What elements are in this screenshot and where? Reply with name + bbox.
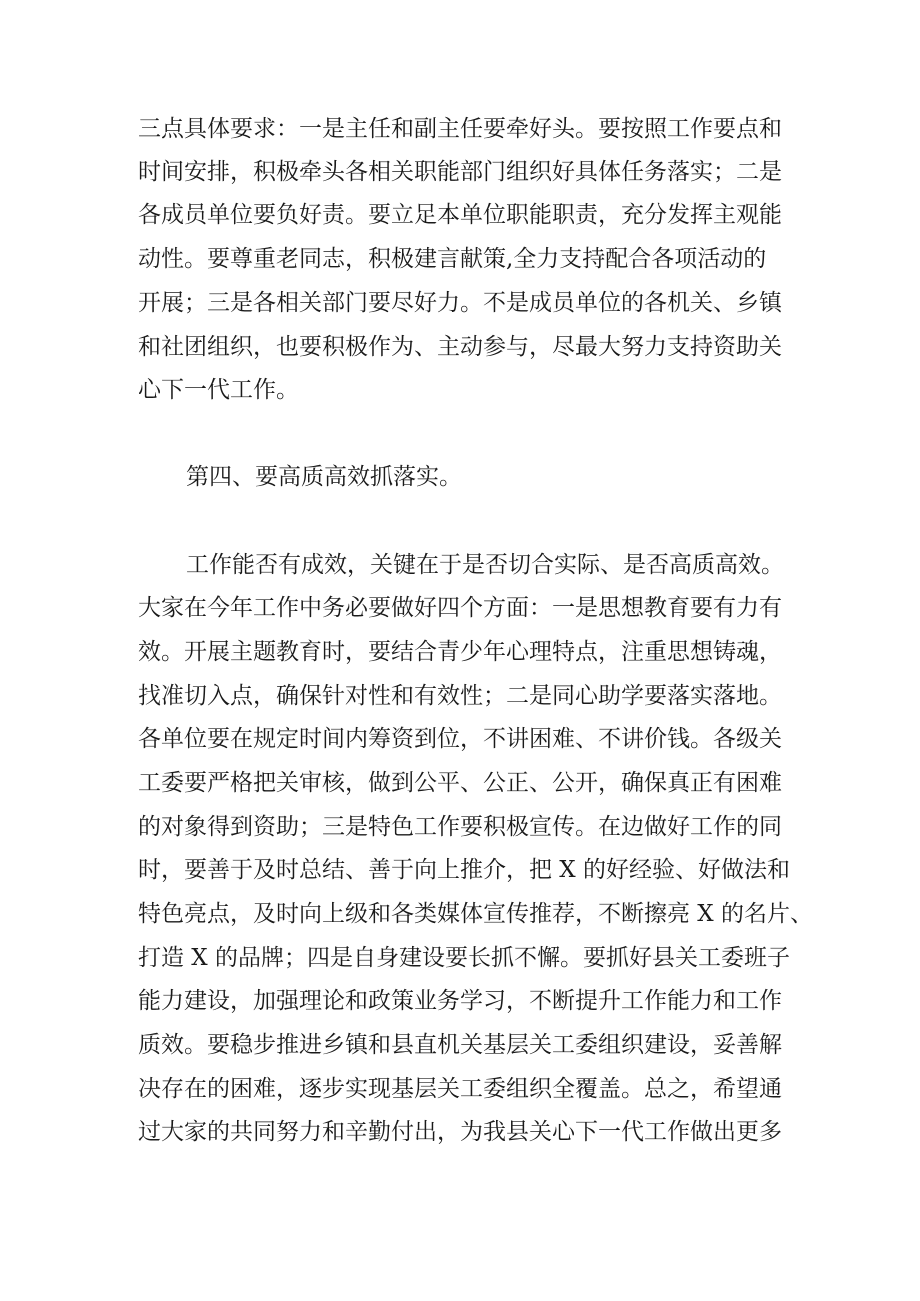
paragraph-1-line-3: 各成员单位要负好责。要立足本单位职能职责，充分发挥主观能	[138, 202, 782, 228]
paragraph-2-line-8: 时，要善于及时总结、善于向上推介，把 X 的好经验、好做法和	[138, 857, 790, 883]
paragraph-1-line-5: 开展；三是各相关部门要尽好力。不是成员单位的各机关、乡镇	[138, 290, 782, 316]
section-heading: 第四、要高质高效抓落实。	[186, 464, 462, 490]
paragraph-1-line-2: 时间安排，积极牵头各相关职能部门组织好具体任务落实；二是	[138, 159, 782, 185]
paragraph-2-line-12: 质效。要稳步推进乡镇和县直机关基层关工委组织建设，妥善解	[138, 1032, 782, 1058]
paragraph-2-line-14: 过大家的共同努力和辛勤付出，为我县关心下一代工作做出更多	[138, 1119, 782, 1145]
paragraph-1-line-7: 心下一代工作。	[138, 377, 299, 403]
paragraph-2-line-9: 特色亮点，及时向上级和各类媒体宣传推荐，不断擦亮 X 的名片、	[138, 901, 813, 927]
paragraph-2-line-5: 各单位要在规定时间内筹资到位，不讲困难、不讲价钱。各级关	[138, 726, 782, 752]
paragraph-2-line-6: 工委要严格把关审核，做到公平、公正、公开，确保真正有困难	[138, 770, 782, 796]
paragraph-2-line-7: 的对象得到资助；三是特色工作要积极宣传。在边做好工作的同	[138, 814, 782, 840]
paragraph-1-line-4: 动性。要尊重老同志，积极建言献策,全力支持配合各项活动的	[138, 246, 767, 272]
paragraph-2-line-2: 大家在今年工作中务必要做好四个方面：一是思想教育要有力有	[138, 595, 782, 621]
paragraph-2-line-11: 能力建设，加强理论和政策业务学习，不断提升工作能力和工作	[138, 988, 782, 1014]
paragraph-2-line-13: 决存在的困难，逐步实现基层关工委组织全覆盖。总之，希望通	[138, 1076, 782, 1102]
paragraph-1-line-6: 和社团组织，也要积极作为、主动参与，尽最大努力支持资助关	[138, 334, 782, 360]
paragraph-2-line-4: 找准切入点，确保针对性和有效性；二是同心助学要落实落地。	[138, 683, 782, 709]
paragraph-1-line-1: 三点具体要求：一是主任和副主任要牵好头。要按照工作要点和	[138, 116, 782, 142]
paragraph-2-line-10: 打造 X 的品牌；四是自身建设要长抓不懈。要抓好县关工委班子	[138, 945, 790, 971]
paragraph-2-line-1: 工作能否有成效，关键在于是否切合实际、是否高质高效。	[186, 552, 784, 578]
paragraph-2-line-3: 效。开展主题教育时，要结合青少年心理特点，注重思想铸魂，	[138, 639, 782, 665]
